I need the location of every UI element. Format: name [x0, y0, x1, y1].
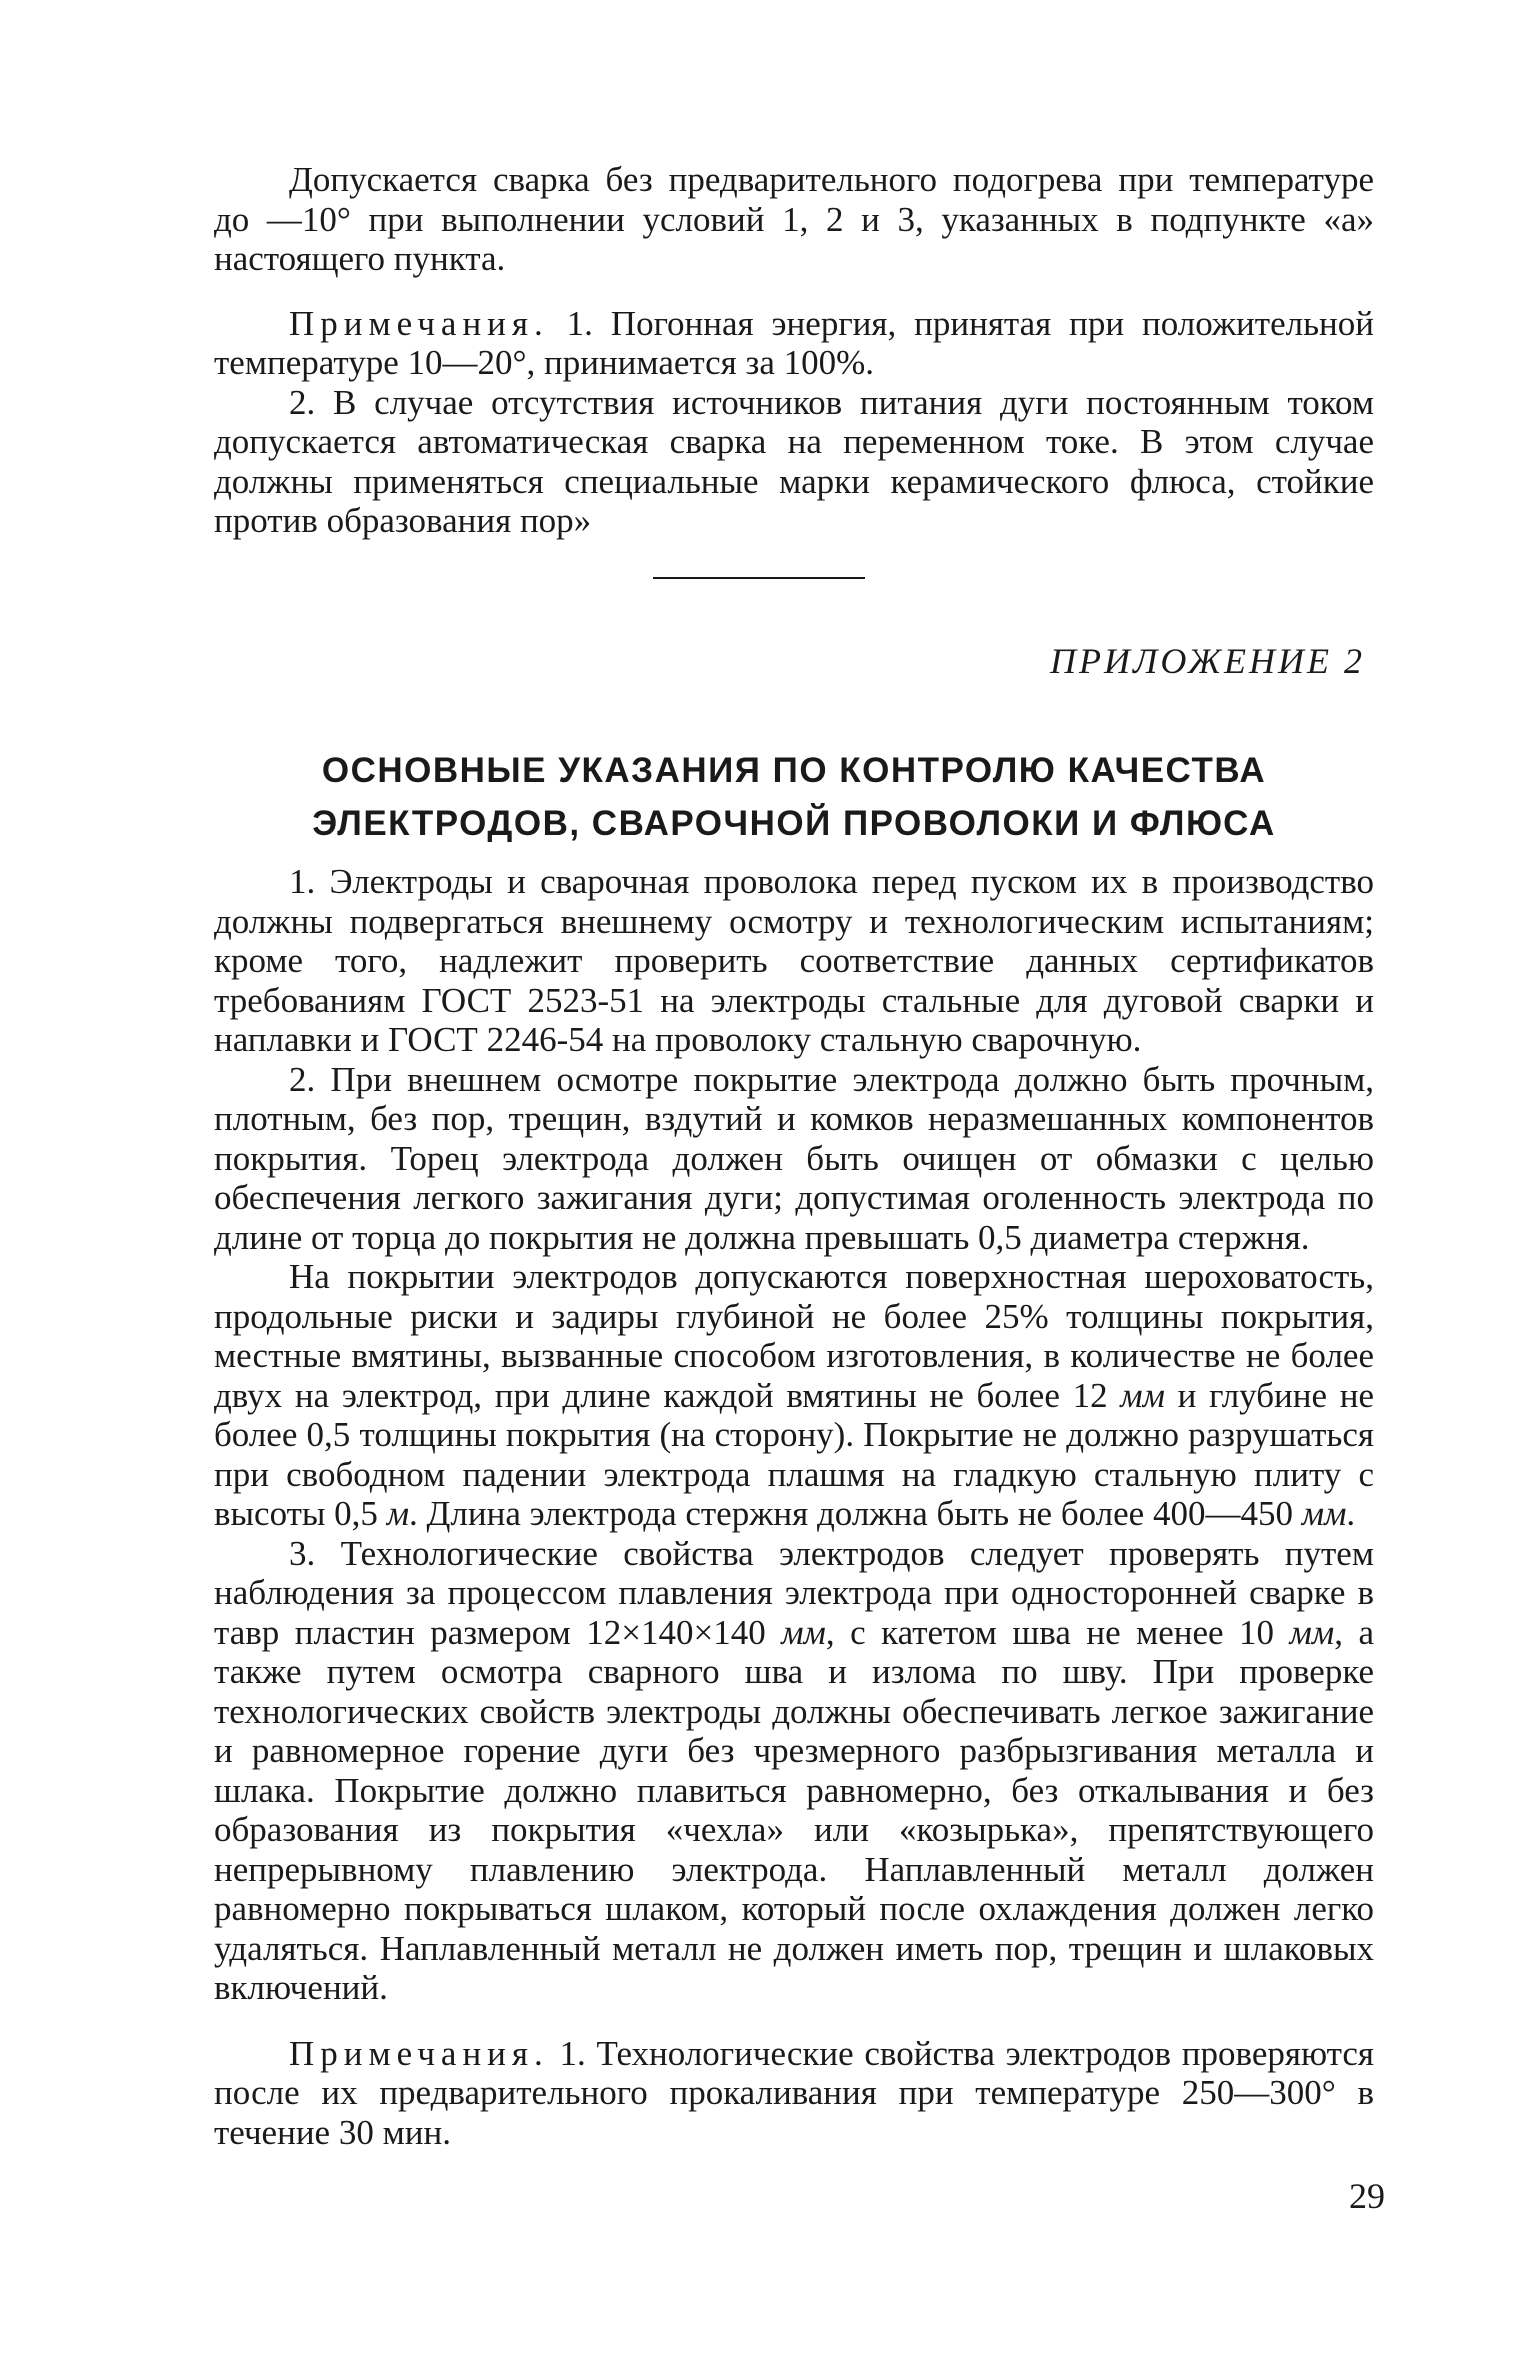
paragraph-intro-text: Допускается сварка без предварительного подогрева при температуре до —10° при выполнении условий 1, 2 и 3, указанных в подпункте «а» настоящего пункта. — [214, 160, 1374, 278]
note-paragraph-2 — [214, 383, 1374, 541]
section-heading — [214, 744, 1374, 850]
item-2 — [214, 1060, 1374, 1258]
unit-mm: мм — [1120, 1375, 1165, 1415]
section-divider — [653, 577, 865, 579]
note-label: Примечания. — [289, 303, 549, 343]
item-2b-text-c: . Длина электрода стержня должна быть не более 400—450 — [409, 1494, 1302, 1533]
body-note-paragraph — [214, 2034, 1374, 2153]
top-text-block — [214, 160, 1374, 541]
heading-line-1: ОСНОВНЫЕ УКАЗАНИЯ ПО КОНТРОЛЮ КАЧЕСТВА — [321, 751, 1267, 790]
body-note-label: Примечания. — [289, 2033, 549, 2073]
unit-mm: мм — [1289, 1612, 1335, 1652]
note-1-text: 1. Погонная энергия, принятая при положительной температуре 10—20°, принимается за 100%. — [214, 303, 1374, 382]
paragraph-intro — [214, 160, 1374, 279]
body-text-block — [214, 862, 1374, 2152]
item-2-text: 2. При внешнем осмотре покрытие электрода должно быть прочным, плотным, без пор, трещин, вздутий и комков неразмешанных компонентов покрытия. Торец электрода должен быть очищен от обмазки с целью обеспечения легкого зажигания дуги; допустимая оголенность электрода по длине от торца до покрытия не должна превышать 0,5 диаметра стержня. — [214, 1059, 1374, 1257]
item-3 — [214, 1534, 1374, 2008]
body-note-1-text: 1. Технологические свойства электродов проверяются после их предварительного прокаливания при температуре 250—300° в течение 30 мин. — [214, 2033, 1375, 2152]
item-3-text-c: , а также путем осмотра сварного шва и излома по шву. При проверке технологических свойств электроды должны обеспечивать легкое зажигание и равномерное горение дуги без чрезмерного разбрызгивания металла и шлака. Покрытие должно плавиться равномерно, без откалывания и без образования из покрытия «чехла» или «козырька», препятствующего непрерывному плавлению электрода. Наплавленный металл должен равномерно покрываться шлаком, который после охлаждения должен легко удаляться. Наплавленный металл не должен иметь пор, трещин и шлаковых включений. — [214, 1612, 1374, 2007]
appendix-label: ПРИЛОЖЕНИЕ 2 — [1050, 641, 1365, 681]
heading-line-2: ЭЛЕКТРОДОВ, СВАРОЧНОЙ ПРОВОЛОКИ И ФЛЮСА — [312, 804, 1276, 843]
item-2b-text-a: На покрытии электродов допускаются поверхностная шероховатость, продольные риски и задиры глубиной не более 25% толщины покрытия, местные вмятины, вызванные способом изготовления, в количестве не более двух на электрод, при длине каждой вмятины не более 12 — [214, 1257, 1374, 1415]
page-number: 29 — [1349, 2176, 1385, 2216]
item-3-text-b: , с катетом шва не менее 10 — [825, 1612, 1290, 1652]
unit-mm: мм — [1301, 1494, 1347, 1533]
unit-mm: мм — [781, 1612, 826, 1652]
unit-m: м — [386, 1494, 410, 1533]
item-2b-text-d: . — [1346, 1494, 1356, 1533]
item-1-text: 1. Электроды и сварочная проволока перед пуском их в производство должны подвергаться внешнему осмотру и технологическим испытаниям; кроме того, надлежит проверить соответствие данных сертификатов требованиям ГОСТ 2523-51 на электроды стальные для дуговой сварки и наплавки и ГОСТ 2246-54 на проволоку стальную сварочную. — [214, 862, 1374, 1059]
item-2b-text-b: и глубине не более 0,5 толщины покрытия (на сторону). Покрытие не должно разрушаться при свободном падении электрода плашмя на гладкую стальную плиту с высоты 0,5 — [214, 1375, 1374, 1533]
item-3-text-a: 3. Технологические свойства электродов следует проверять путем наблюдения за процессом плавления электрода при односторонней сварке в тавр пластин размером 12×140×140 — [214, 1533, 1374, 1652]
item-2-continuation — [214, 1257, 1374, 1534]
note-2-text: 2. В случае отсутствия источников питания дуги постоянным током допускается автоматическая сварка на переменном токе. В этом случае должны применяться специальные марки керамического флюса, стойкие против образования пор» — [214, 382, 1374, 540]
note-paragraph-1 — [214, 304, 1374, 383]
item-1 — [214, 862, 1374, 1060]
